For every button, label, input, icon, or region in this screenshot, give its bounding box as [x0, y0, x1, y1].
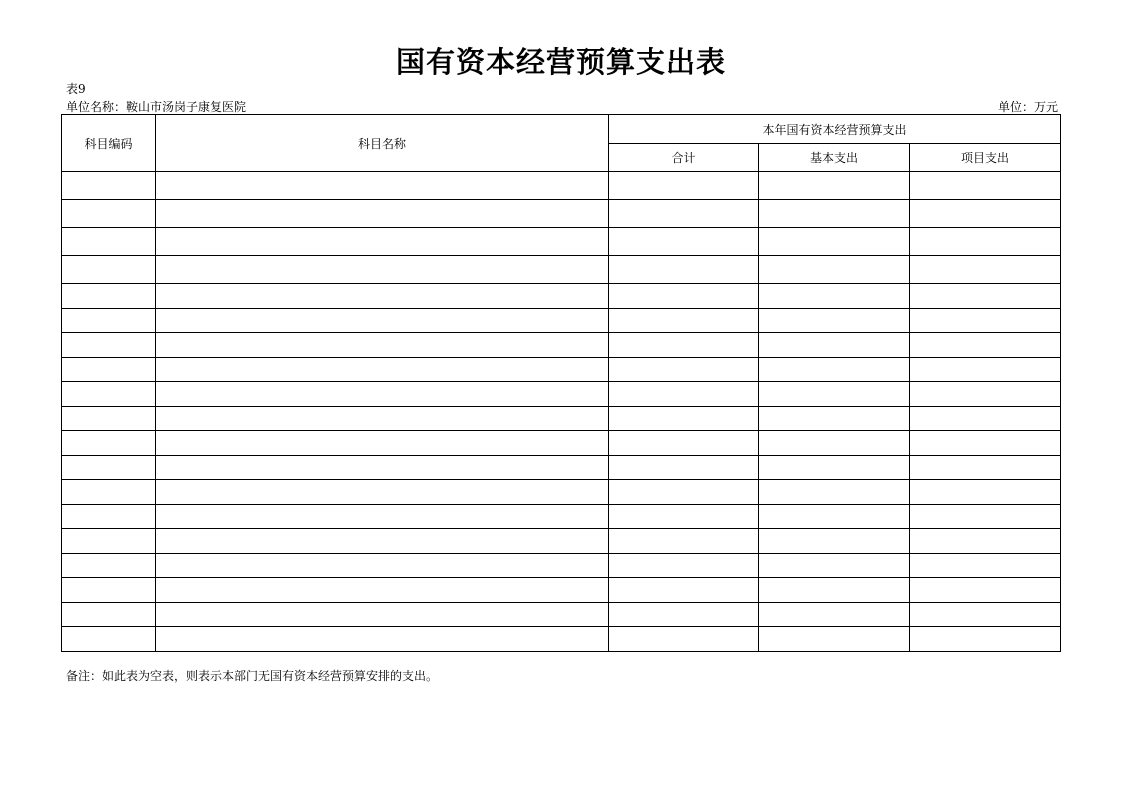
- cell-project: [910, 200, 1061, 228]
- cell-code: [62, 228, 156, 256]
- cell-total: [609, 256, 759, 284]
- cell-name: [156, 455, 609, 480]
- header-subject-name: 科目名称: [156, 115, 609, 172]
- currency-unit-label: 单位：万元: [997, 100, 1058, 114]
- cell-code: [62, 553, 156, 578]
- table-number: 表9: [66, 82, 86, 96]
- table-row: [62, 308, 1061, 333]
- cell-code: [62, 284, 156, 309]
- table-row: [62, 172, 1061, 200]
- cell-project: [910, 256, 1061, 284]
- cell-basic: [759, 627, 910, 652]
- header-project-expenditure: 项目支出: [910, 144, 1061, 172]
- table-row: [62, 228, 1061, 256]
- cell-basic: [759, 602, 910, 627]
- cell-project: [910, 553, 1061, 578]
- cell-name: [156, 357, 609, 382]
- cell-code: [62, 480, 156, 505]
- cell-basic: [759, 256, 910, 284]
- cell-name: [156, 431, 609, 456]
- cell-name: [156, 228, 609, 256]
- cell-name: [156, 256, 609, 284]
- cell-total: [609, 382, 759, 407]
- cell-basic: [759, 172, 910, 200]
- cell-name: [156, 308, 609, 333]
- cell-total: [609, 504, 759, 529]
- cell-total: [609, 200, 759, 228]
- table-row: [62, 431, 1061, 456]
- cell-basic: [759, 308, 910, 333]
- cell-name: [156, 406, 609, 431]
- cell-basic: [759, 578, 910, 603]
- cell-total: [609, 578, 759, 603]
- cell-project: [910, 172, 1061, 200]
- cell-total: [609, 431, 759, 456]
- cell-total: [609, 172, 759, 200]
- cell-project: [910, 406, 1061, 431]
- cell-code: [62, 431, 156, 456]
- table-row: [62, 256, 1061, 284]
- cell-project: [910, 455, 1061, 480]
- cell-project: [910, 480, 1061, 505]
- cell-basic: [759, 529, 910, 554]
- cell-code: [62, 200, 156, 228]
- cell-code: [62, 455, 156, 480]
- cell-project: [910, 431, 1061, 456]
- table-row: [62, 578, 1061, 603]
- cell-basic: [759, 455, 910, 480]
- cell-basic: [759, 284, 910, 309]
- header-subject-code: 科目编码: [62, 115, 156, 172]
- cell-name: [156, 602, 609, 627]
- cell-total: [609, 406, 759, 431]
- cell-total: [609, 627, 759, 652]
- page-title: 国有资本经营预算支出表: [395, 45, 726, 79]
- cell-project: [910, 284, 1061, 309]
- cell-name: [156, 480, 609, 505]
- cell-name: [156, 627, 609, 652]
- table-row: [62, 529, 1061, 554]
- table-row: [62, 627, 1061, 652]
- cell-code: [62, 172, 156, 200]
- table-row: [62, 382, 1061, 407]
- cell-code: [62, 406, 156, 431]
- cell-total: [609, 455, 759, 480]
- cell-code: [62, 627, 156, 652]
- table-row: [62, 333, 1061, 358]
- cell-code: [62, 256, 156, 284]
- cell-total: [609, 284, 759, 309]
- cell-total: [609, 529, 759, 554]
- cell-code: [62, 504, 156, 529]
- cell-project: [910, 333, 1061, 358]
- table-row: [62, 284, 1061, 309]
- cell-name: [156, 529, 609, 554]
- cell-project: [910, 504, 1061, 529]
- cell-basic: [759, 200, 910, 228]
- cell-name: [156, 284, 609, 309]
- cell-project: [910, 357, 1061, 382]
- cell-project: [910, 529, 1061, 554]
- cell-name: [156, 553, 609, 578]
- cell-name: [156, 504, 609, 529]
- table-body: [62, 172, 1061, 652]
- table-row: [62, 406, 1061, 431]
- cell-project: [910, 578, 1061, 603]
- cell-project: [910, 382, 1061, 407]
- cell-project: [910, 627, 1061, 652]
- header-basic-expenditure: 基本支出: [759, 144, 910, 172]
- cell-basic: [759, 406, 910, 431]
- cell-name: [156, 382, 609, 407]
- table-row: [62, 200, 1061, 228]
- header-total: 合计: [609, 144, 759, 172]
- cell-total: [609, 480, 759, 505]
- cell-total: [609, 308, 759, 333]
- table-row: [62, 504, 1061, 529]
- cell-code: [62, 529, 156, 554]
- cell-name: [156, 578, 609, 603]
- cell-basic: [759, 553, 910, 578]
- cell-basic: [759, 228, 910, 256]
- cell-code: [62, 602, 156, 627]
- footnote: 备注：如此表为空表，则表示本部门无国有资本经营预算安排的支出。: [66, 669, 439, 683]
- cell-code: [62, 308, 156, 333]
- cell-code: [62, 382, 156, 407]
- table-row: [62, 553, 1061, 578]
- cell-basic: [759, 431, 910, 456]
- cell-total: [609, 357, 759, 382]
- cell-total: [609, 553, 759, 578]
- budget-expenditure-table: [61, 114, 1061, 652]
- cell-name: [156, 200, 609, 228]
- cell-basic: [759, 357, 910, 382]
- table-row: [62, 357, 1061, 382]
- cell-basic: [759, 480, 910, 505]
- cell-total: [609, 602, 759, 627]
- cell-name: [156, 333, 609, 358]
- cell-code: [62, 357, 156, 382]
- cell-basic: [759, 333, 910, 358]
- cell-code: [62, 333, 156, 358]
- table-row: [62, 455, 1061, 480]
- cell-total: [609, 333, 759, 358]
- cell-basic: [759, 504, 910, 529]
- table-row: [62, 602, 1061, 627]
- cell-basic: [759, 382, 910, 407]
- cell-project: [910, 228, 1061, 256]
- cell-code: [62, 578, 156, 603]
- cell-total: [609, 228, 759, 256]
- cell-project: [910, 308, 1061, 333]
- header-annual-expenditure-group: 本年国有资本经营预算支出: [609, 115, 1061, 144]
- unit-name-label: 单位名称：鞍山市汤岗子康复医院: [66, 100, 247, 114]
- table-row: [62, 480, 1061, 505]
- cell-name: [156, 172, 609, 200]
- cell-project: [910, 602, 1061, 627]
